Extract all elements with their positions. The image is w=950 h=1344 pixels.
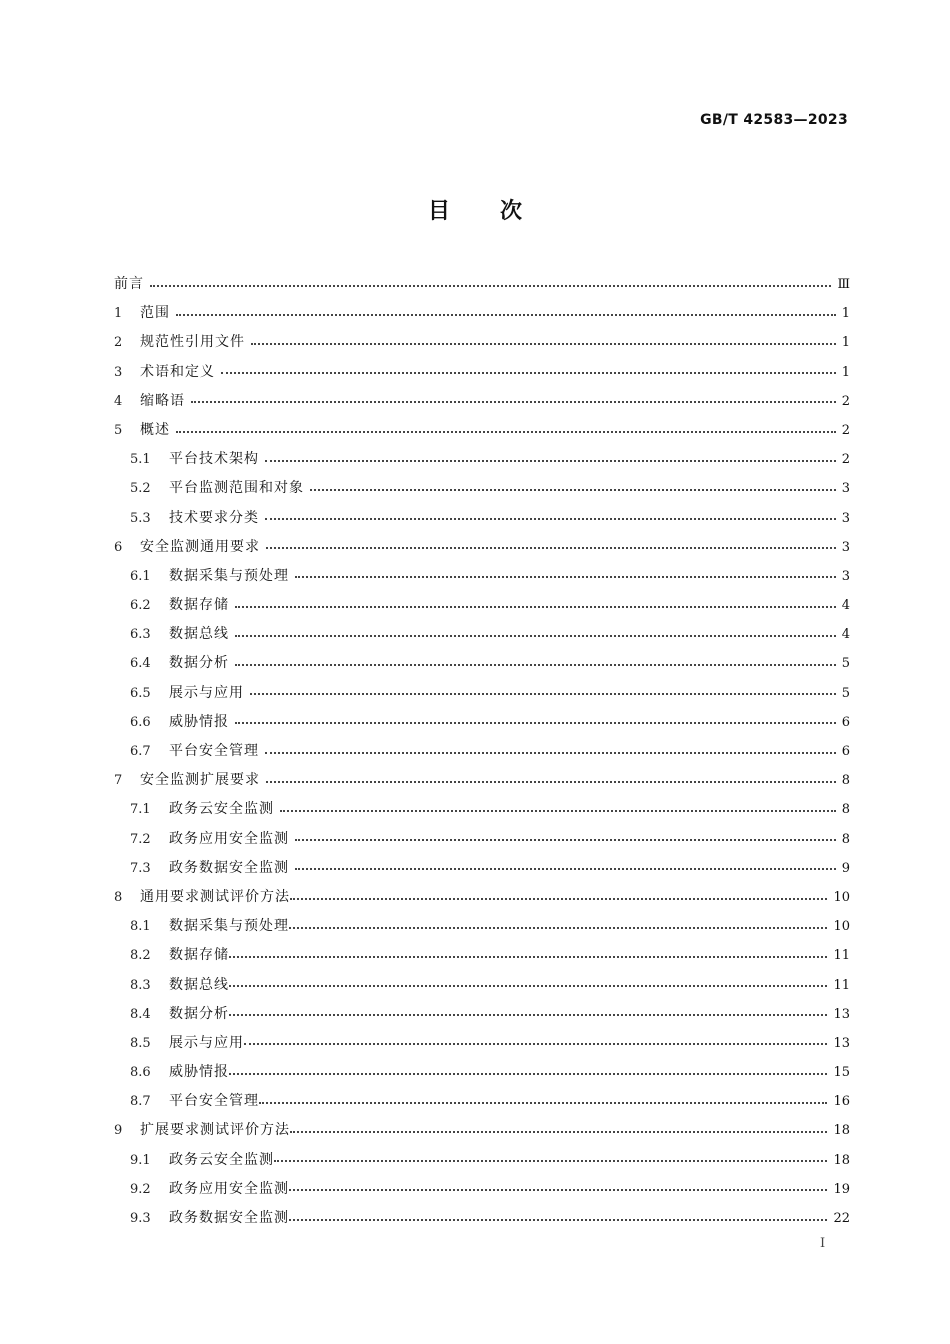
toc-entry-title: 政务数据安全监测: [169, 859, 289, 876]
toc-entry-title: 数据分析: [169, 1005, 229, 1022]
toc-entry-number: 8.1: [130, 919, 151, 935]
toc-entry-page: 15: [833, 1065, 850, 1081]
toc-dot-leader: [265, 518, 836, 520]
toc-dot-leader: [150, 285, 831, 287]
toc-entry-page: 5: [841, 656, 850, 672]
toc-entry[interactable]: [114, 328, 850, 357]
toc-dot-leader: [295, 868, 836, 870]
page-title-char-1: 目: [427, 199, 450, 224]
toc-entry-title: 技术要求分类: [169, 509, 259, 526]
toc-entry-title: 威胁情报: [169, 713, 229, 730]
toc-entry[interactable]: [114, 971, 850, 1000]
toc-entry-page: 1: [841, 335, 850, 351]
toc-entry-number: 7: [114, 773, 123, 789]
toc-entry-number: 6.3: [130, 627, 151, 643]
toc-entry-title: 政务应用安全监测: [169, 830, 289, 847]
toc-entry-page: 10: [833, 889, 850, 905]
toc-dot-leader: [265, 752, 836, 754]
toc-entry-page: Ⅲ: [837, 277, 850, 292]
toc-entry-number: 5.1: [130, 452, 151, 468]
page-folio: Ⅰ: [820, 1236, 826, 1251]
toc-entry[interactable]: [114, 299, 850, 328]
toc-entry-title: 展示与应用: [169, 1034, 244, 1051]
toc-dot-leader: [176, 431, 836, 433]
toc-entry-number: 6.5: [130, 685, 151, 701]
toc-entry-page: 2: [841, 452, 850, 468]
toc-entry-title: 安全监测通用要求: [140, 538, 260, 555]
toc-entry-title: 平台监测范围和对象: [169, 480, 304, 497]
toc-entry-title: 范围: [140, 305, 170, 322]
toc-entry[interactable]: [114, 883, 850, 912]
toc-entry-title: 展示与应用: [169, 684, 244, 701]
toc-entry-number: 8.5: [130, 1035, 151, 1051]
toc-entry[interactable]: [114, 737, 850, 766]
toc-entry-number: 7.3: [130, 860, 151, 876]
toc-entry-title: 威胁情报: [169, 1064, 229, 1081]
toc-entry-page: 3: [841, 510, 850, 526]
toc-entry-page: 1: [841, 306, 850, 322]
toc-entry[interactable]: [114, 1087, 850, 1116]
toc-dot-leader: [280, 810, 836, 812]
toc-entry-page: 2: [841, 393, 850, 409]
toc-entry-title: 规范性引用文件: [140, 334, 245, 351]
toc-entry-title: 数据采集与预处理: [169, 567, 289, 584]
toc-dot-leader: [235, 664, 836, 666]
toc-entry-page: 5: [841, 685, 850, 701]
toc-dot-leader: [295, 839, 836, 841]
toc-dot-leader: [289, 1219, 827, 1221]
toc-entry-title: 平台安全管理: [169, 1093, 259, 1110]
toc-entry[interactable]: [114, 1029, 850, 1058]
toc-dot-leader: [289, 927, 827, 929]
toc-entry-number: 5.3: [130, 510, 151, 526]
toc-entry-number: 8.6: [130, 1065, 151, 1081]
toc-entry-number: 9: [114, 1123, 123, 1139]
toc-entry-number: 7.1: [130, 802, 151, 818]
toc-entry[interactable]: [114, 620, 850, 649]
toc-entry-title: 平台技术架构: [169, 451, 259, 468]
toc-dot-leader: [250, 693, 836, 695]
toc-entry-page: 11: [833, 977, 850, 993]
toc-entry-title: 数据总线: [169, 626, 229, 643]
toc-entry-page: 1: [841, 364, 850, 380]
toc-entry[interactable]: [114, 1146, 850, 1175]
toc-entry-number: 6.2: [130, 598, 151, 614]
toc-entry-number: 7.2: [130, 831, 151, 847]
toc-entry-page: 4: [841, 627, 850, 643]
toc-entry-title: 术语和定义: [140, 363, 215, 380]
toc-entry[interactable]: [114, 533, 850, 562]
toc-entry-title: 数据总线: [169, 976, 229, 993]
toc-entry-page: 3: [841, 481, 850, 497]
toc-entry-number: 1: [114, 306, 123, 322]
toc-entry-number: 5: [114, 422, 123, 438]
toc-entry-title: 政务云安全监测: [169, 1151, 274, 1168]
toc-dot-leader: [229, 985, 827, 987]
standard-code: GB/T 42583—2023: [700, 112, 848, 128]
table-of-contents: [114, 270, 850, 1233]
toc-entry[interactable]: [114, 825, 850, 854]
toc-entry[interactable]: [114, 1175, 850, 1204]
toc-entry-page: 2: [841, 422, 850, 438]
toc-entry-page: 13: [833, 1006, 850, 1022]
toc-entry-number: 6: [114, 539, 123, 555]
toc-entry[interactable]: [114, 1058, 850, 1087]
toc-dot-leader: [221, 372, 836, 374]
toc-dot-leader: [274, 1160, 827, 1162]
toc-entry[interactable]: [114, 562, 850, 591]
toc-entry[interactable]: [114, 591, 850, 620]
toc-entry-number: 9.1: [130, 1152, 151, 1168]
toc-entry[interactable]: [114, 1204, 850, 1233]
toc-dot-leader: [266, 547, 836, 549]
toc-entry[interactable]: [114, 708, 850, 737]
toc-entry[interactable]: [114, 387, 850, 416]
toc-entry-page: 8: [841, 773, 850, 789]
toc-dot-leader: [229, 1073, 827, 1075]
toc-entry-number: 5.2: [130, 481, 151, 497]
page-title: [0, 194, 950, 225]
toc-entry-page: 11: [833, 948, 850, 964]
toc-entry-number: 8.4: [130, 1006, 151, 1022]
toc-dot-leader: [235, 722, 836, 724]
toc-dot-leader: [235, 606, 836, 608]
toc-entry[interactable]: [114, 445, 850, 474]
toc-entry-number: 6.7: [130, 744, 151, 759]
toc-entry-page: 22: [833, 1211, 850, 1226]
toc-entry-number: 8.3: [130, 977, 151, 993]
toc-entry-title: 数据存储: [169, 597, 229, 614]
toc-dot-leader: [235, 635, 836, 637]
toc-entry-title: 扩展要求测试评价方法: [140, 1122, 290, 1139]
toc-entry-title: 数据采集与预处理: [169, 918, 289, 935]
toc-entry-page: 3: [841, 568, 850, 584]
toc-dot-leader: [290, 898, 827, 900]
toc-dot-leader: [229, 956, 827, 958]
toc-entry[interactable]: [114, 795, 850, 824]
toc-entry-number: 9.2: [130, 1181, 151, 1197]
toc-entry-page: 19: [833, 1181, 850, 1197]
toc-dot-leader: [310, 489, 836, 491]
toc-entry-title: 通用要求测试评价方法: [140, 888, 290, 905]
toc-entry-number: 4: [114, 393, 123, 409]
toc-entry-title: 安全监测扩展要求: [140, 772, 260, 789]
toc-entry[interactable]: [114, 854, 850, 883]
toc-entry-page: 10: [833, 919, 850, 935]
toc-entry[interactable]: [114, 358, 850, 387]
toc-entry-number: 9.3: [130, 1211, 151, 1226]
toc-entry-page: 8: [841, 802, 850, 818]
toc-entry-page: 6: [841, 744, 850, 759]
toc-entry-title: 数据存储: [169, 947, 229, 964]
toc-dot-leader: [191, 401, 836, 403]
toc-dot-leader: [229, 1014, 827, 1016]
toc-entry[interactable]: [114, 766, 850, 795]
toc-dot-leader: [251, 343, 836, 345]
toc-entry[interactable]: [114, 504, 850, 533]
toc-entry[interactable]: [114, 912, 850, 941]
toc-dot-leader: [295, 576, 836, 578]
page-title-char-2: 次: [500, 199, 523, 224]
toc-entry-title: 数据分析: [169, 655, 229, 672]
toc-entry-title: 缩略语: [140, 392, 185, 409]
toc-entry[interactable]: [114, 270, 850, 299]
toc-entry-page: 8: [841, 831, 850, 847]
toc-entry-title: 概述: [140, 421, 170, 438]
toc-dot-leader: [266, 781, 836, 783]
toc-entry-number: 8: [114, 889, 123, 905]
toc-entry-page: 13: [833, 1035, 850, 1051]
toc-entry[interactable]: [114, 474, 850, 503]
toc-entry-number: 8.2: [130, 948, 151, 964]
toc-dot-leader: [289, 1189, 827, 1191]
toc-entry-number: 6.6: [130, 714, 151, 730]
toc-entry[interactable]: [114, 416, 850, 445]
toc-entry-page: 16: [833, 1094, 850, 1110]
toc-entry-number: 6.4: [130, 656, 151, 672]
toc-entry[interactable]: [114, 941, 850, 970]
toc-entry-page: 18: [833, 1152, 850, 1168]
toc-entry-number: 8.7: [130, 1094, 151, 1110]
toc-entry-number: 3: [114, 364, 123, 380]
toc-entry-page: 4: [841, 598, 850, 614]
toc-entry-number: 6.1: [130, 568, 151, 584]
toc-dot-leader: [176, 314, 836, 316]
toc-entry-page: 3: [841, 539, 850, 555]
toc-entry-page: 6: [841, 714, 850, 730]
toc-entry[interactable]: [114, 1000, 850, 1029]
toc-entry-title: 政务云安全监测: [169, 801, 274, 818]
toc-entry-number: 2: [114, 335, 123, 351]
toc-dot-leader: [290, 1131, 827, 1133]
toc-entry-page: 9: [841, 860, 850, 876]
toc-entry-title: 平台安全管理: [169, 743, 259, 759]
toc-entry[interactable]: [114, 679, 850, 708]
toc-entry-title: 前言: [114, 276, 144, 292]
toc-dot-leader: [244, 1043, 827, 1045]
toc-entry[interactable]: [114, 1116, 850, 1145]
toc-entry-page: 18: [833, 1123, 850, 1139]
toc-entry[interactable]: [114, 649, 850, 678]
toc-dot-leader: [259, 1102, 827, 1104]
toc-dot-leader: [265, 460, 836, 462]
toc-entry-title: 政务数据安全监测: [169, 1210, 289, 1226]
toc-entry-title: 政务应用安全监测: [169, 1180, 289, 1197]
